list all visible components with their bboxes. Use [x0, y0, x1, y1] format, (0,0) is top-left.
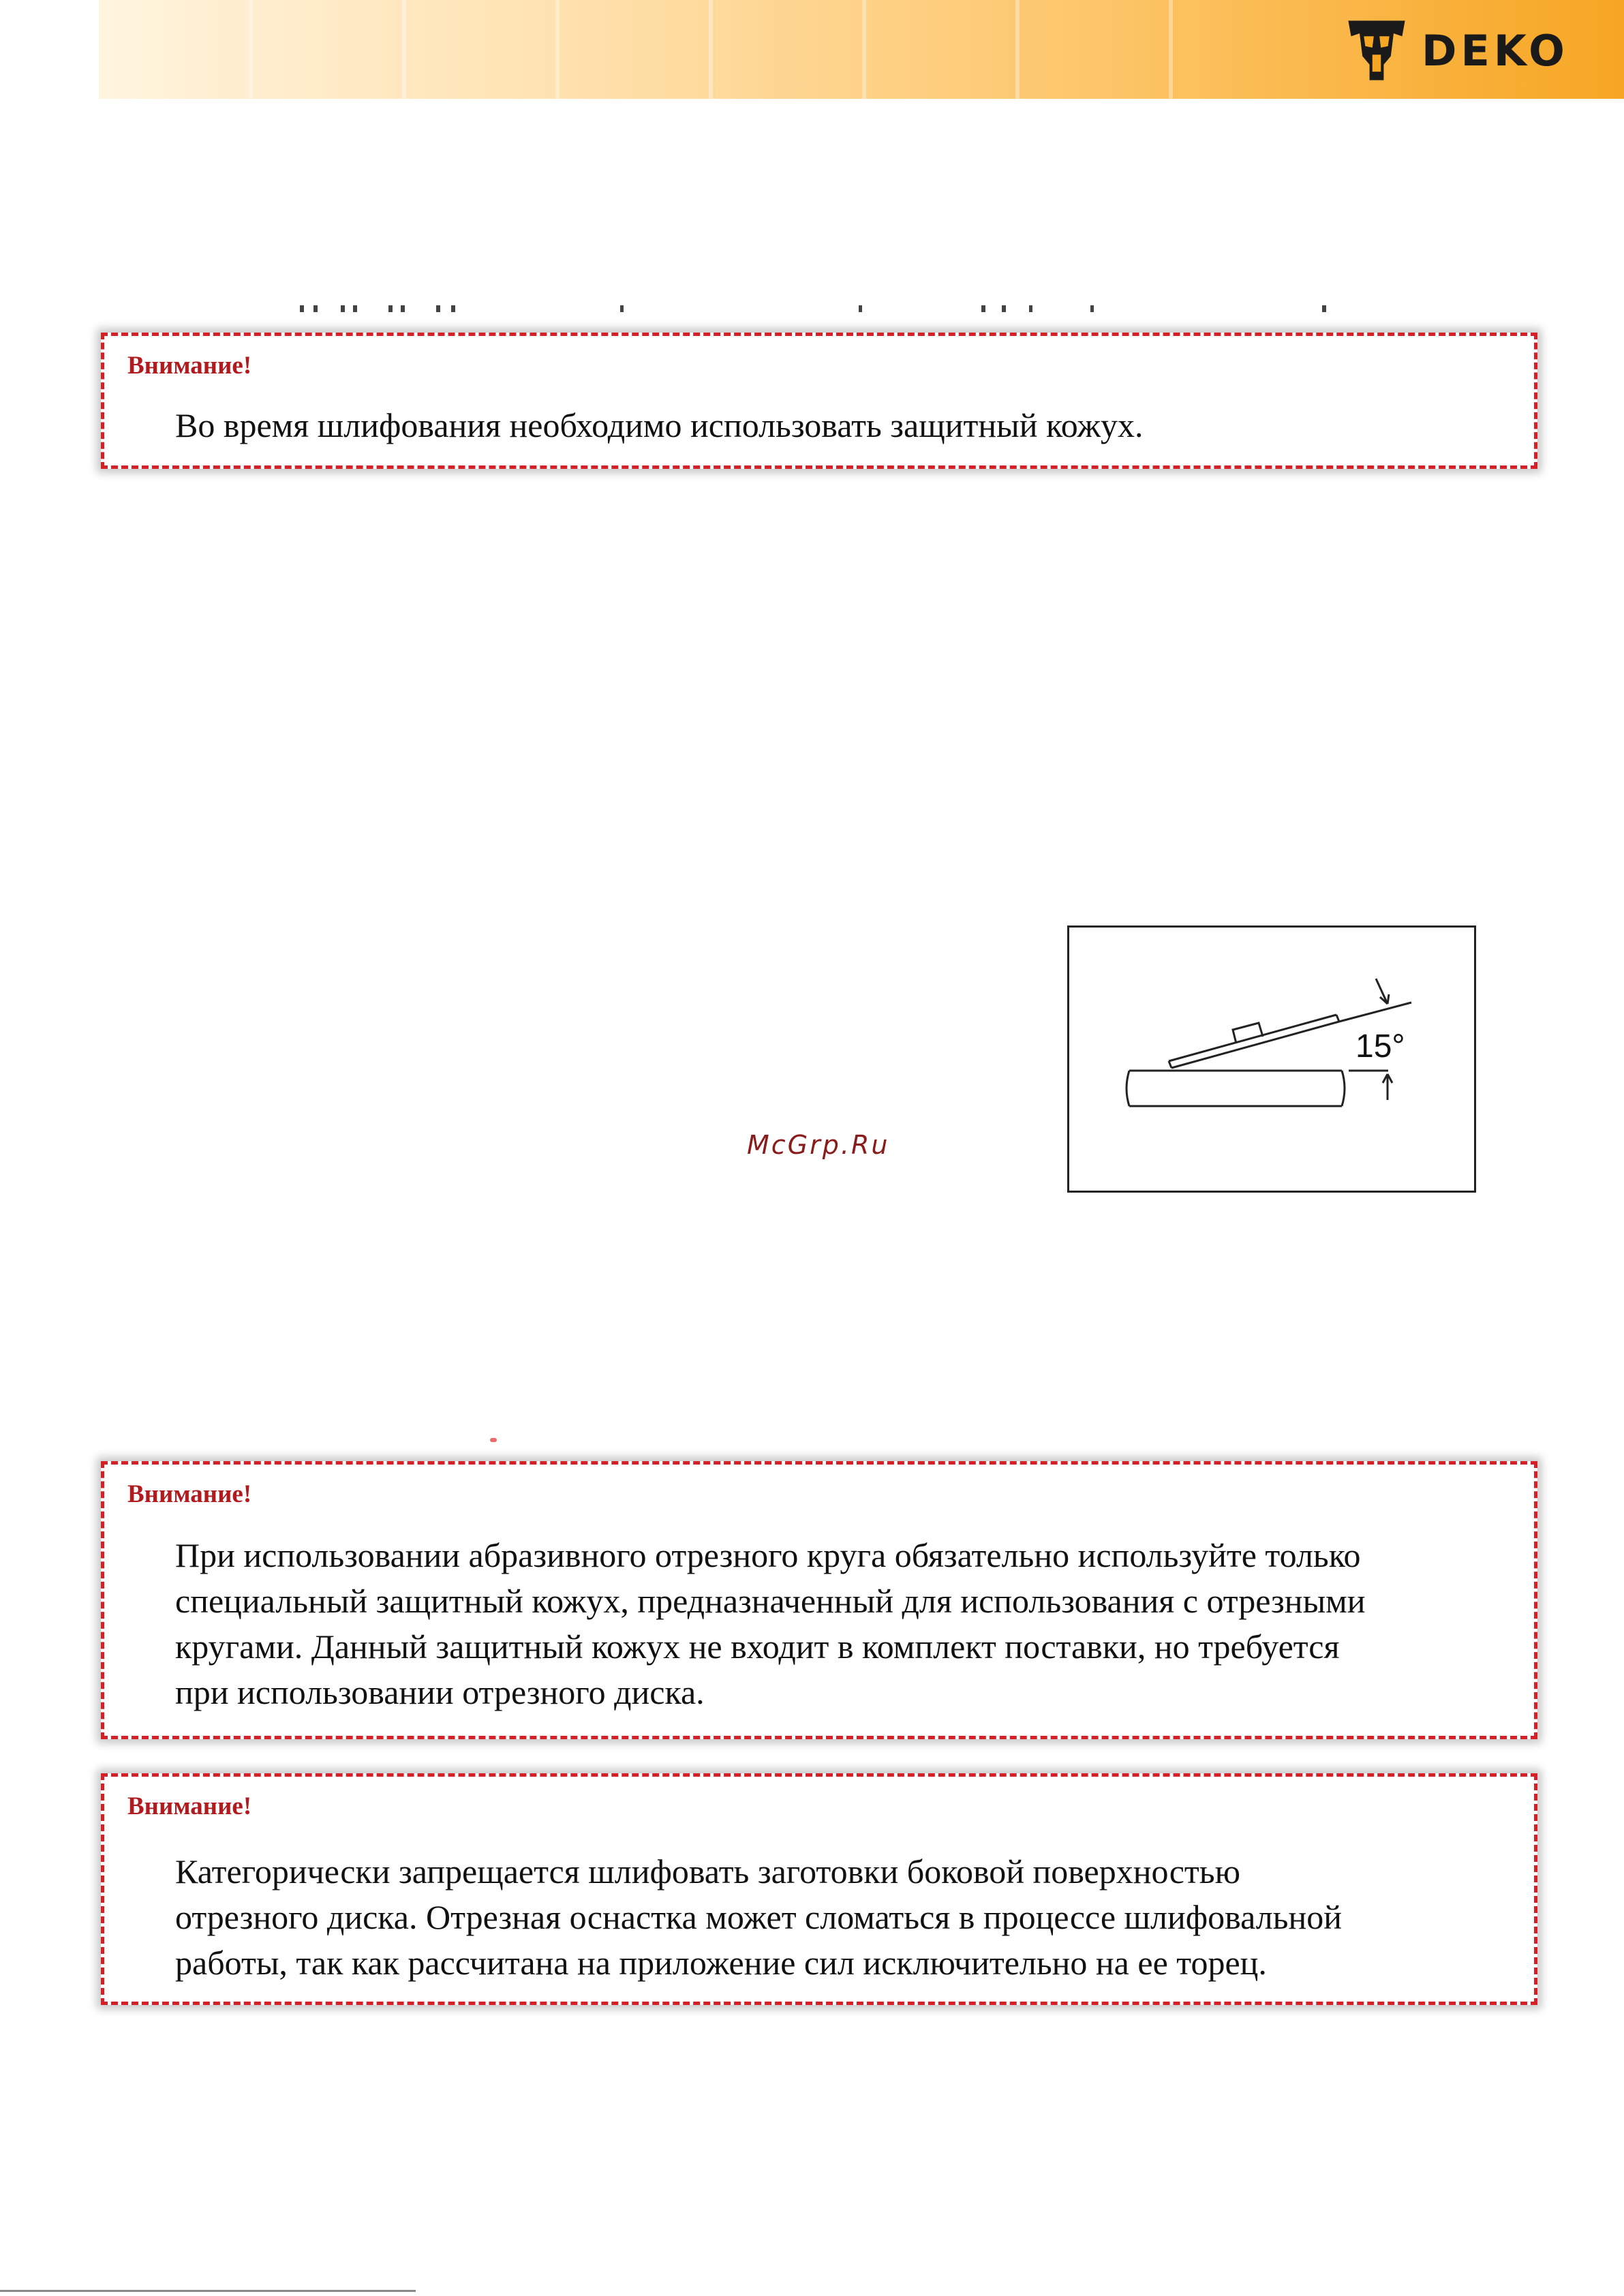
header-stripe — [709, 0, 713, 99]
warning-box-cutting-disc-guard — [101, 1461, 1537, 1739]
warning-text-line: Категорически запрещается шлифовать заготовки боковой поверхностью — [175, 1852, 1240, 1891]
header-stripe — [249, 0, 253, 99]
warning-title: Внимание! — [127, 352, 252, 380]
warning-text-line: работы, так как рассчитана на приложение сил исключительно на ее торец. — [175, 1944, 1267, 1982]
brand-logo — [1341, 15, 1607, 86]
header-stripe — [1015, 0, 1020, 99]
header-stripe — [862, 0, 866, 99]
header-stripe — [402, 0, 406, 99]
watermark-text: McGrp.Ru — [747, 1130, 890, 1160]
warning-text-line: Во время шлифования необходимо использовать защитный кожух. — [175, 406, 1144, 444]
grinding-angle-diagram — [1069, 928, 1474, 1191]
header-stripe — [555, 0, 560, 99]
grinding-angle-figure — [1067, 925, 1476, 1193]
warning-text-line: специальный защитный кожух, предназначенный для использования с отрезными — [175, 1582, 1366, 1620]
cut-off-text-line — [300, 300, 1336, 313]
angle-label: 15° — [1355, 1028, 1405, 1065]
warning-box-side-grinding-prohibited — [101, 1773, 1537, 2005]
deko-mask-logo-icon — [1341, 15, 1412, 86]
warning-text-line: При использовании абразивного отрезного круга обязательно используйте только — [175, 1536, 1361, 1574]
warning-text-line: отрезного диска. Отрезная оснастка может сломаться в процессе шлифовальной — [175, 1898, 1342, 1936]
footer-divider — [0, 2290, 416, 2292]
brand-name: DEKO — [1422, 25, 1569, 76]
warning-text-line: кругами. Данный защитный кожух не входит в комплект поставки, но требуется — [175, 1627, 1340, 1666]
stray-mark — [490, 1438, 497, 1442]
warning-title: Внимание! — [127, 1792, 252, 1820]
warning-box-guard-required — [101, 333, 1537, 469]
header-stripe — [1169, 0, 1173, 99]
warning-text-line: при использовании отрезного диска. — [175, 1673, 705, 1711]
warning-title: Внимание! — [127, 1480, 252, 1508]
